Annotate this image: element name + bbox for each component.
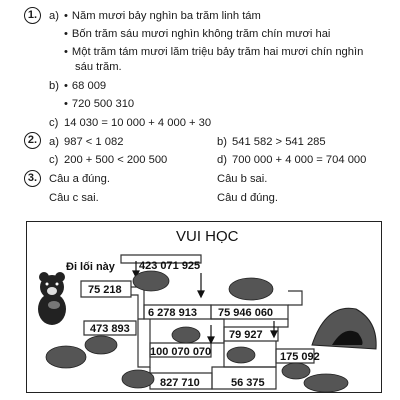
maze-number-8: 175 092 — [280, 351, 320, 363]
exercise-2b-text: 541 582 > 541 285 — [232, 136, 326, 148]
maze-number-10: 56 375 — [231, 377, 265, 389]
exercise-1a-text-3-cont: sáu trăm. — [75, 61, 122, 73]
maze-number-6: 79 927 — [229, 329, 263, 341]
exercise-1-number: 1. — [24, 7, 41, 24]
exercise-1a-line-2 — [64, 28, 330, 41]
exercise-1b-text-2: 720 500 310 — [71, 98, 135, 110]
exercise-1c-text: 14 030 = 10 000 + 4 000 + 30 — [64, 117, 212, 129]
maze-number-2: 75 218 — [88, 284, 122, 296]
maze-start-label: Đi lối này — [66, 261, 115, 273]
maze-number-4: 75 946 060 — [218, 307, 274, 319]
exercise-2d-label: d) — [217, 154, 227, 166]
exercise-1a-text-3: Một trăm tám mươi lăm triệu bảy trăm hai mươi chín nghìn — [71, 46, 364, 58]
exercise-1b-label: b) — [49, 80, 59, 92]
exercise-2d-text: 700 000 + 4 000 = 704 000 — [232, 154, 367, 166]
exercise-2-number: 2. — [24, 132, 41, 149]
exercise-1a-label: a) — [49, 10, 59, 22]
exercise-3b-text: Câu b sai. — [217, 173, 268, 185]
exercise-3c-text: Câu c sai. — [49, 192, 99, 204]
cave-icon — [312, 308, 376, 349]
maze-number-3: 6 278 913 — [148, 307, 197, 319]
exercise-2c-label: c) — [49, 154, 59, 166]
exercise-1c-label: c) — [49, 117, 59, 129]
exercise-1a-line-3 — [64, 46, 363, 59]
maze-number-9: 827 710 — [160, 377, 200, 389]
maze-number-7: 100 070 070 — [150, 346, 212, 358]
vui-hoc-title: VUI HỌC — [176, 228, 239, 245]
exercise-1b-line-1 — [64, 80, 106, 93]
exercise-2a-label: a) — [49, 136, 59, 148]
exercise-3d-text: Câu d đúng. — [217, 192, 278, 204]
exercise-1b-line-2 — [64, 98, 134, 111]
exercise-2b-label: b) — [217, 136, 227, 148]
exercise-1a-text-1: Năm mươi bảy nghìn ba trăm linh tám — [71, 10, 261, 22]
bear-icon — [38, 272, 66, 325]
maze-paths — [81, 255, 314, 389]
exercise-2a-text: 987 < 1 082 — [64, 136, 124, 148]
vui-hoc-maze — [26, 221, 382, 393]
exercise-2c-text: 200 + 500 < 200 500 — [64, 154, 168, 166]
exercise-1b-text-1: 68 009 — [71, 80, 107, 92]
exercise-1a-line-1 — [64, 10, 261, 23]
maze-number-5: 473 893 — [90, 323, 130, 335]
exercise-1a-text-2: Bốn trăm sáu mươi nghìn không trăm chín mươi hai — [71, 28, 331, 40]
exercise-3-number: 3. — [24, 170, 41, 187]
exercise-3a-text: Câu a đúng. — [49, 173, 110, 185]
maze-number-1: 423 071 925 — [139, 260, 201, 272]
